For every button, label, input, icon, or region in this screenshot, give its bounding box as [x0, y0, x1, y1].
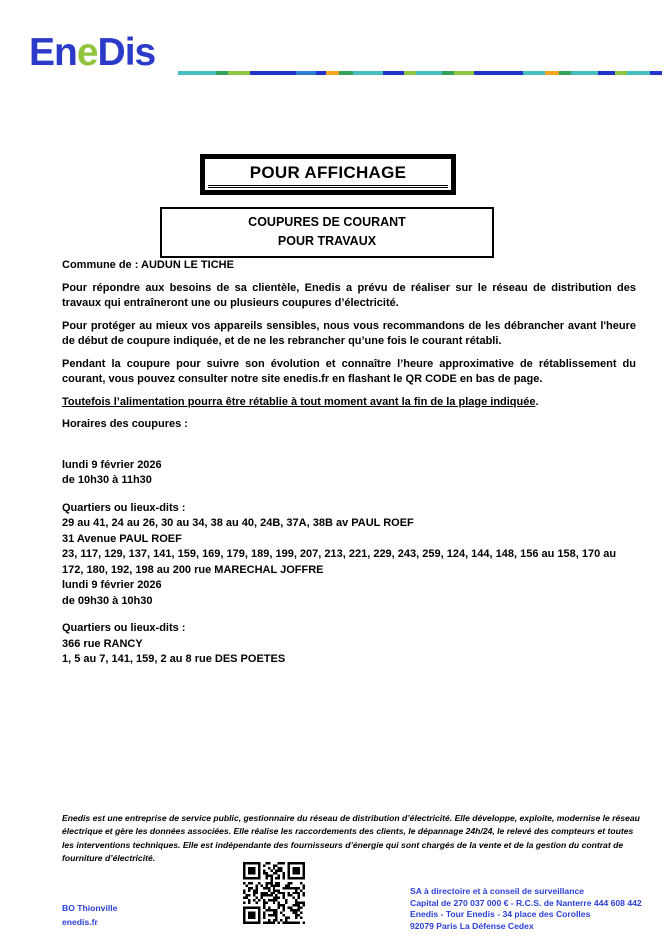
outage-1-datetime — [62, 458, 636, 489]
logo-text-green: e — [76, 31, 98, 74]
logo-text-blue-right: Dis — [97, 31, 156, 74]
street-line: 366 rue RANCY — [62, 637, 143, 650]
outage-2-time: de 09h30 à 10h30 — [62, 594, 153, 607]
outage-2-date: lundi 9 février 2026 — [62, 579, 162, 591]
quartiers-label: Quartiers ou lieux-dits : — [62, 622, 186, 634]
outage-1-time: de 10h30 à 11h30 — [62, 474, 152, 486]
spacer — [62, 489, 636, 501]
spacer — [62, 609, 636, 621]
footer-address-1: Enedis - Tour Enedis - 34 place des Corolles — [410, 909, 591, 920]
street-line: 29 au 41, 24 au 26, 30 au 34, 38 au 40, 24B, 37A, 38B av PAUL ROEF — [62, 517, 414, 529]
notice-body — [62, 258, 636, 668]
notice-title-box — [160, 207, 494, 258]
street-line: 31 Avenue PAUL ROEF — [62, 532, 182, 545]
footer-legal-form: SA à directoire et à conseil de surveillance — [410, 886, 585, 896]
quartiers-label: Quartiers ou lieux-dits : — [62, 501, 186, 514]
notice-title-line2: POUR TRAVAUX — [277, 234, 377, 249]
paragraph-qr-info: Pendant la coupure pour suivre son évolution et connaître l’heure approximative de rétablissement du courant, vous pouvez consulter notre site enedis.fr en flashant le QR CODE en bas de page. — [62, 357, 636, 385]
outage-2-datetime — [62, 578, 636, 609]
paragraph-restore-note — [62, 395, 636, 411]
commune-line: Commune de : AUDUN LE TICHE — [62, 259, 234, 271]
enedis-logo — [29, 33, 155, 72]
footer-right — [410, 886, 642, 932]
paragraph-intro: Pour répondre aux besoins de sa clientèle, Enedis a prévu de réaliser sur le réseau de distribution des travaux qui entraîneront une ou plusieurs coupures d’électricité. — [62, 281, 636, 309]
brand-divider-line — [178, 71, 662, 75]
restore-note-period: . — [535, 395, 539, 408]
schedule-header: Horaires des coupures : — [62, 418, 188, 430]
spacer — [62, 440, 636, 458]
logo-text-blue-left: En — [29, 31, 77, 74]
street-line: 1, 5 au 7, 141, 159, 2 au 8 rue DES POETES — [62, 653, 286, 665]
paragraph-advice: Pour protéger au mieux vos appareils sensibles, nous vous recommandons de les débrancher avant l'heure de début de coupure indiquée, et de ne les rebrancher qu’une fois le courant rétabli. — [62, 319, 636, 347]
footer-address-2: 92079 Paris La Défense Cedex — [410, 920, 534, 931]
outage-1-streets — [62, 501, 636, 579]
footer-agency: BO Thionville — [62, 903, 118, 913]
pour-affichage-banner — [200, 154, 456, 195]
footer-website: enedis.fr — [62, 916, 98, 927]
qr-code-icon — [243, 862, 305, 924]
footer-left — [62, 902, 117, 930]
outage-1-date: lundi 9 février 2026 — [62, 458, 162, 471]
footer-capital: Capital de 270 037 000 € - R.C.S. de Nanterre 444 608 442 — [410, 897, 642, 908]
pour-affichage-title: POUR AFFICHAGE — [208, 160, 448, 188]
outage-2-streets — [62, 621, 636, 668]
legal-notice: Enedis est une entreprise de service public, gestionnaire du réseau de distribution d’électricité. Elle développe, exploite, modernise le réseau électrique et gère les données associées. Elle réalise les raccordements des clients, le dépannage 24h/24, le relevé des compteurs et toutes les interventions techniques. Elle est indépendante des fournisseurs d’énergie qui sont chargés de la vente et de la gestion du contrat de fourniture d’électricité. — [62, 813, 640, 863]
restore-note-underlined: Toutefois l’alimentation pourra être rétablie à tout moment avant la fin de la plage indiquée — [62, 395, 536, 408]
street-line: 23, 117, 129, 137, 141, 159, 169, 179, 189, 199, 207, 213, 221, 229, 243, 259, 124, 144, 148, 156 au 158, 170 au 172, 180, 192, 198 au 200 rue MARECHAL JOFFRE — [62, 548, 617, 576]
notice-title-line1: COUPURES DE COURANT — [248, 215, 406, 229]
